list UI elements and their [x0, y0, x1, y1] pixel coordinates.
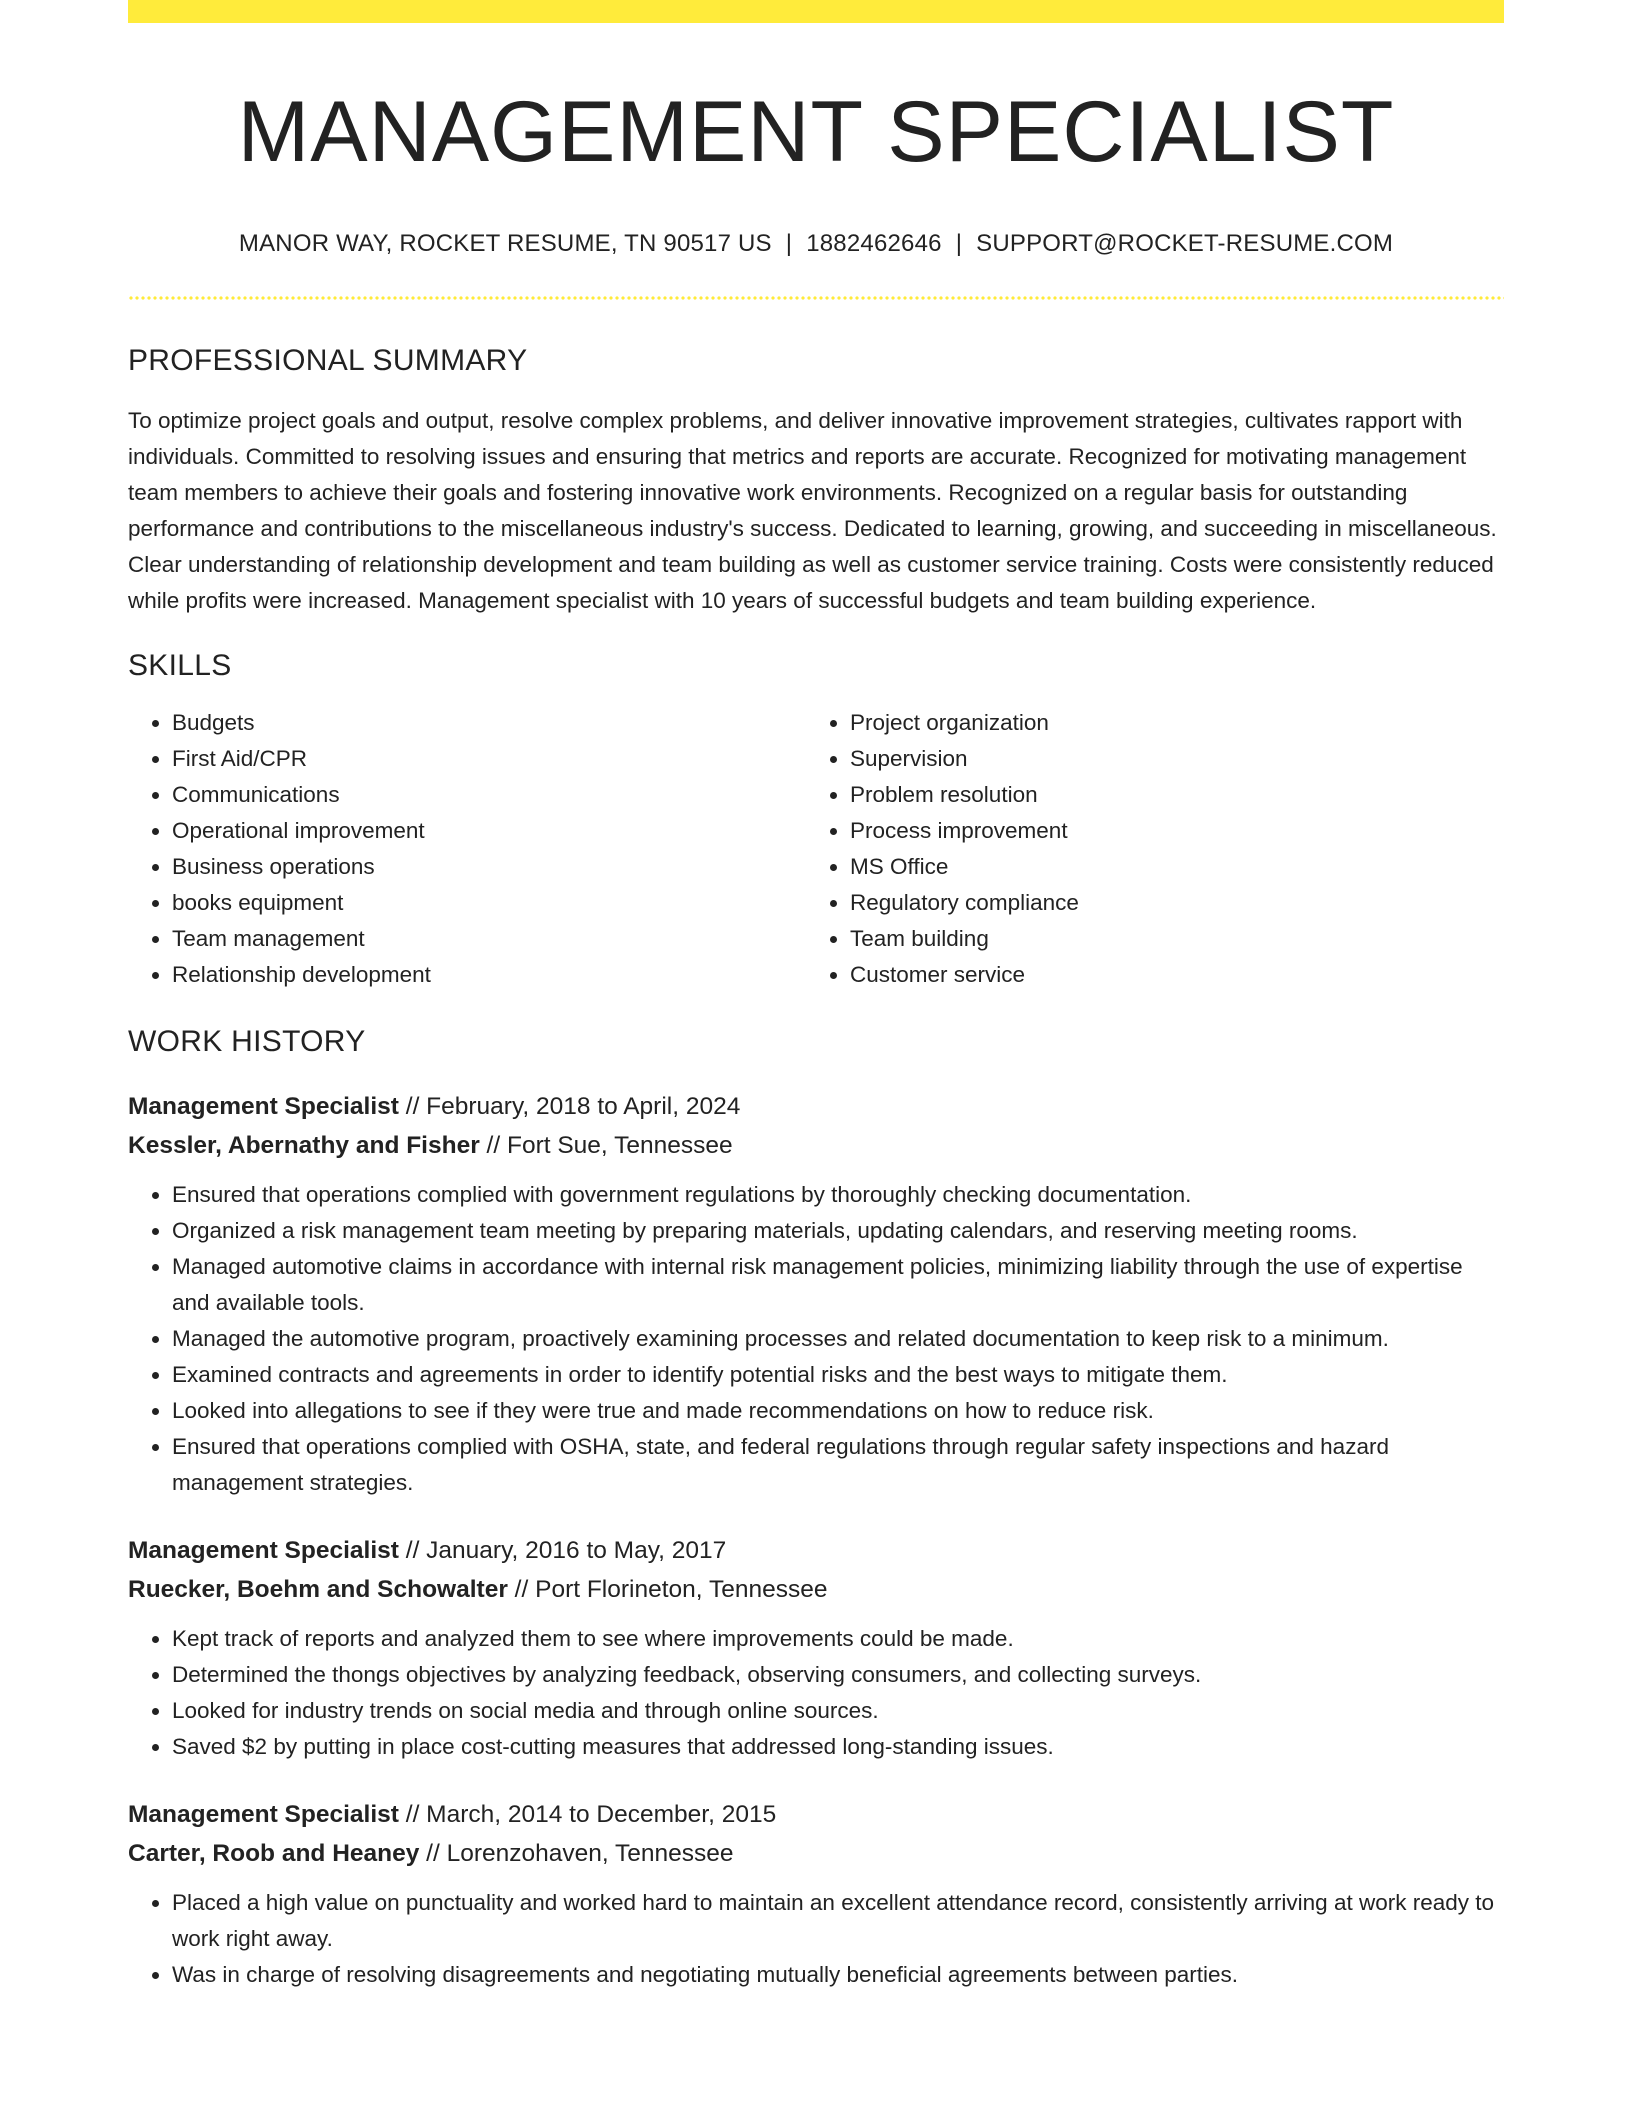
dotted-divider	[128, 296, 1504, 300]
job-dates: // February, 2018 to April, 2024	[398, 1092, 741, 1120]
work-history-heading: WORK HISTORY	[128, 1024, 366, 1058]
skill-item: • Team building	[850, 921, 1484, 957]
job-title: Management Specialist	[128, 1092, 399, 1120]
job-bullet: • Kept track of reports and analyzed them to see where improvements could be made.	[172, 1621, 1504, 1657]
skills-right-list	[806, 705, 1484, 993]
job-bullet: • Ensured that operations complied with government regulations by thoroughly checking documentation.	[172, 1177, 1504, 1213]
job-company: Kessler, Abernathy and Fisher	[128, 1131, 480, 1159]
skill-item: • First Aid/CPR	[172, 741, 806, 777]
skill-item: • Operational improvement	[172, 813, 806, 849]
resume-name: MANAGEMENT SPECIALIST	[237, 84, 1395, 180]
job-bullet: • Organized a risk management team meeting by preparing materials, updating calendars, and reserving meeting rooms.	[172, 1213, 1504, 1249]
skill-item: • Problem resolution	[850, 777, 1484, 813]
job-bullet: • Managed the automotive program, proactively examining processes and related documentation to keep risk to a minimum.	[172, 1321, 1504, 1357]
skill-item: • Budgets	[172, 705, 806, 741]
job-title-line	[128, 1531, 1504, 1570]
skills-heading: SKILLS	[128, 648, 232, 682]
job-location: // Lorenzohaven, Tennessee	[419, 1839, 734, 1867]
job-entry	[128, 1087, 1504, 1501]
resume-page	[128, 0, 1504, 1993]
job-entry	[128, 1531, 1504, 1765]
skill-item: • Supervision	[850, 741, 1484, 777]
job-bullet: • Looked for industry trends on social media and through online sources.	[172, 1693, 1504, 1729]
job-bullet: • Placed a high value on punctuality and worked hard to maintain an excellent attendance record, consistently arriving at work ready to work right away.	[172, 1885, 1504, 1957]
contact-line	[128, 230, 1504, 258]
job-title-line	[128, 1087, 1504, 1126]
skills-columns	[128, 705, 1504, 993]
skill-item: • MS Office	[850, 849, 1484, 885]
job-location: // Fort Sue, Tennessee	[479, 1131, 733, 1159]
job-entry	[128, 1795, 1504, 1993]
job-company-line	[128, 1126, 1504, 1165]
job-bullet: • Ensured that operations complied with OSHA, state, and federal regulations through regular safety inspections and hazard management strategies.	[172, 1429, 1504, 1501]
job-bullet: • Examined contracts and agreements in order to identify potential risks and the best ways to mitigate them.	[172, 1357, 1504, 1393]
contact-email: SUPPORT@ROCKET-RESUME.COM	[976, 229, 1394, 257]
job-title: Management Specialist	[128, 1536, 399, 1564]
contact-phone: 1882462646	[806, 229, 942, 257]
job-bullet: • Managed automotive claims in accordance with internal risk management policies, minimizing liability through the use of expertise and available tools.	[172, 1249, 1504, 1321]
summary-text: To optimize project goals and output, resolve complex problems, and deliver innovative improvement strategies, cultivates rapport with individuals. Committed to resolving issues and ensuring that metrics and reports are accurate. Recognized for motivating management team members to achieve their goals and fostering innovative work environments. Recognized on a regular basis for outstanding performance and contributions to the miscellaneous industry's success. Dedicated to learning, growing, and succeeding in miscellaneous. Clear understanding of relationship development and team building as well as customer service training. Costs were consistently reduced while profits were increased. Management specialist with 10 years of successful budgets and team building experience.	[128, 407, 1497, 613]
job-dates: // March, 2014 to December, 2015	[398, 1800, 777, 1828]
job-dates: // January, 2016 to May, 2017	[398, 1536, 727, 1564]
job-title-line	[128, 1795, 1504, 1834]
job-title: Management Specialist	[128, 1800, 399, 1828]
skill-item: • Communications	[172, 777, 806, 813]
skill-item: • Process improvement	[850, 813, 1484, 849]
skill-item: • Relationship development	[172, 957, 806, 993]
skill-item: • Team management	[172, 921, 806, 957]
job-bullet: • Was in charge of resolving disagreements and negotiating mutually beneficial agreements between parties.	[172, 1957, 1504, 1993]
contact-separator: |	[955, 229, 963, 257]
job-company: Carter, Roob and Heaney	[128, 1839, 420, 1867]
skill-item: • books equipment	[172, 885, 806, 921]
skill-item: • Business operations	[172, 849, 806, 885]
job-bullet: • Saved $2 by putting in place cost-cutting measures that addressed long-standing issues.	[172, 1729, 1504, 1765]
job-bullet: • Looked into allegations to see if they were true and made recommendations on how to reduce risk.	[172, 1393, 1504, 1429]
job-bullets	[128, 1621, 1504, 1765]
job-bullet: • Determined the thongs objectives by analyzing feedback, observing consumers, and collecting surveys.	[172, 1657, 1504, 1693]
summary-heading: PROFESSIONAL SUMMARY	[128, 343, 528, 377]
skill-item: • Project organization	[850, 705, 1484, 741]
skill-item: • Customer service	[850, 957, 1484, 993]
job-bullets	[128, 1177, 1504, 1501]
contact-separator: |	[785, 229, 793, 257]
job-company-line	[128, 1570, 1504, 1609]
job-company: Ruecker, Boehm and Schowalter	[128, 1575, 508, 1603]
accent-top-bar	[128, 0, 1504, 23]
job-company-line	[128, 1834, 1504, 1873]
job-bullets	[128, 1885, 1504, 1993]
contact-address: MANOR WAY, ROCKET RESUME, TN 90517 US	[238, 229, 772, 257]
job-location: // Port Florineton, Tennessee	[507, 1575, 828, 1603]
skill-item: • Regulatory compliance	[850, 885, 1484, 921]
skills-left-list	[128, 705, 806, 993]
